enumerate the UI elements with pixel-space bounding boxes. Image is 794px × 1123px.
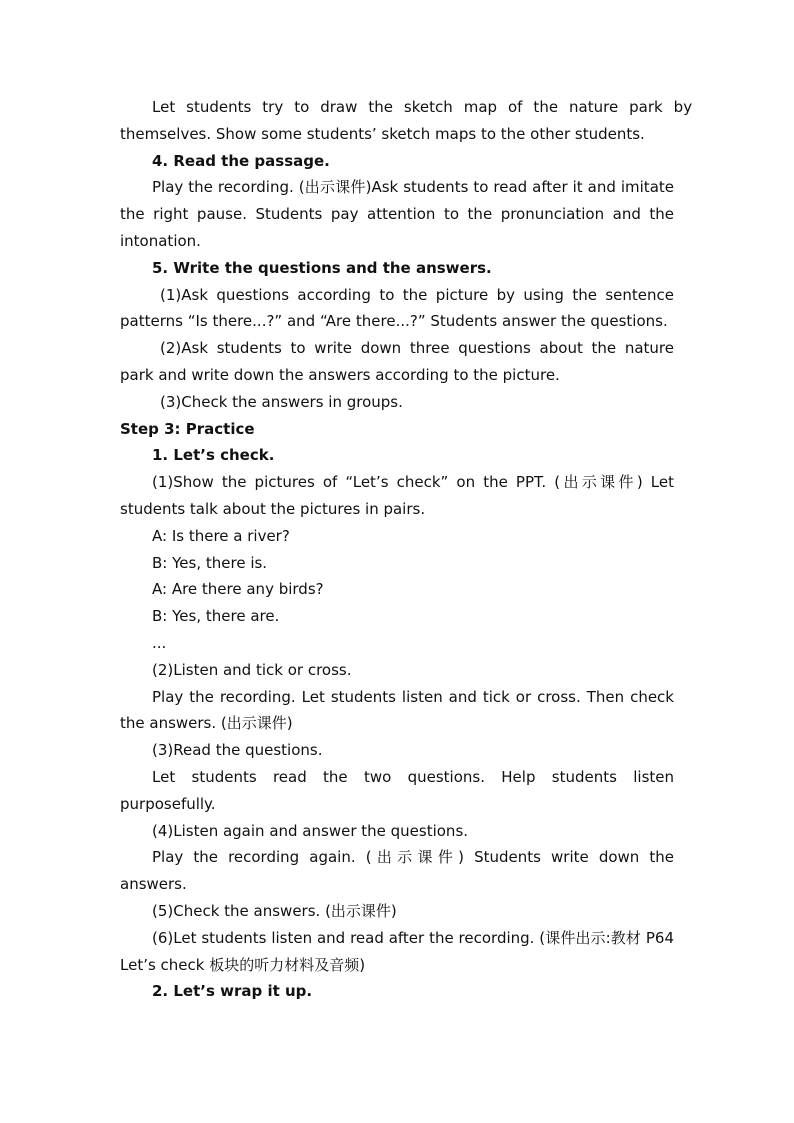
- text-line: Let students try to draw the sketch map of the nature park by: [152, 98, 693, 116]
- paragraph-check-answers: (5)Check the answers. (出示课件): [152, 901, 397, 920]
- heading-step-practice: Step 3: Practice: [120, 419, 255, 438]
- dialogue-line: B: Yes, there are.: [152, 607, 280, 626]
- dialogue-line: A: Are there any birds?: [152, 580, 324, 599]
- paragraph-listen-again: (4)Listen again and answer the questions.: [152, 821, 469, 840]
- paragraph-recording: Play the recording. (出示课件)Ask students to read after it and imitate the right pause. Students pay attention to the pronunciation and the intonation.: [120, 178, 674, 250]
- heading-lets-check: 1. Let’s check.: [152, 446, 275, 465]
- paragraph-play-recording: Play the recording. Let students listen and tick or cross. Then check the answers. (出示课件): [120, 687, 674, 733]
- paragraph-show-pictures: (1)Show the pictures of “Let’s check” on the PPT. (出示课件) Let students talk about the pictures in pairs.: [120, 473, 674, 518]
- heading-wrap-up: 2. Let’s wrap it up.: [152, 982, 313, 1001]
- dialogue-line: B: Yes, there is.: [152, 553, 268, 572]
- text-line: themselves. Show some students’ sketch maps to the other students.: [120, 124, 645, 143]
- paragraph-ask-questions: (1)Ask questions according to the picture by using the sentence patterns “Is there...?” and “Are there...?” Students answer the questions.: [120, 285, 674, 331]
- paragraph-play-again: Play the recording again. (出示课件) Students write down the answers.: [120, 848, 674, 894]
- paragraph-read-questions: (3)Read the questions.: [152, 741, 323, 760]
- dialogue-ellipsis: ...: [152, 633, 167, 652]
- heading-read-passage: 4. Read the passage.: [152, 151, 330, 170]
- paragraph-write-three-questions: (2)Ask students to write down three questions about the nature park and write down the answers according to the picture.: [120, 339, 674, 384]
- document-page: [120, 94, 693, 1005]
- dialogue-line: A: Is there a river?: [152, 526, 290, 545]
- paragraph-check-groups: (3)Check the answers in groups.: [160, 392, 403, 411]
- heading-write-questions: 5. Write the questions and the answers.: [152, 258, 492, 277]
- paragraph-listen-tick: (2)Listen and tick or cross.: [152, 660, 352, 679]
- paragraph-sketch-map: [120, 94, 693, 148]
- paragraph-two-questions: Let students read the two questions. Help students listen purposefully.: [120, 767, 674, 813]
- paragraph-read-after: (6)Let students listen and read after the recording. (课件出示:教材 P64 Let’s check 板块的听力材料及音频): [120, 928, 674, 974]
